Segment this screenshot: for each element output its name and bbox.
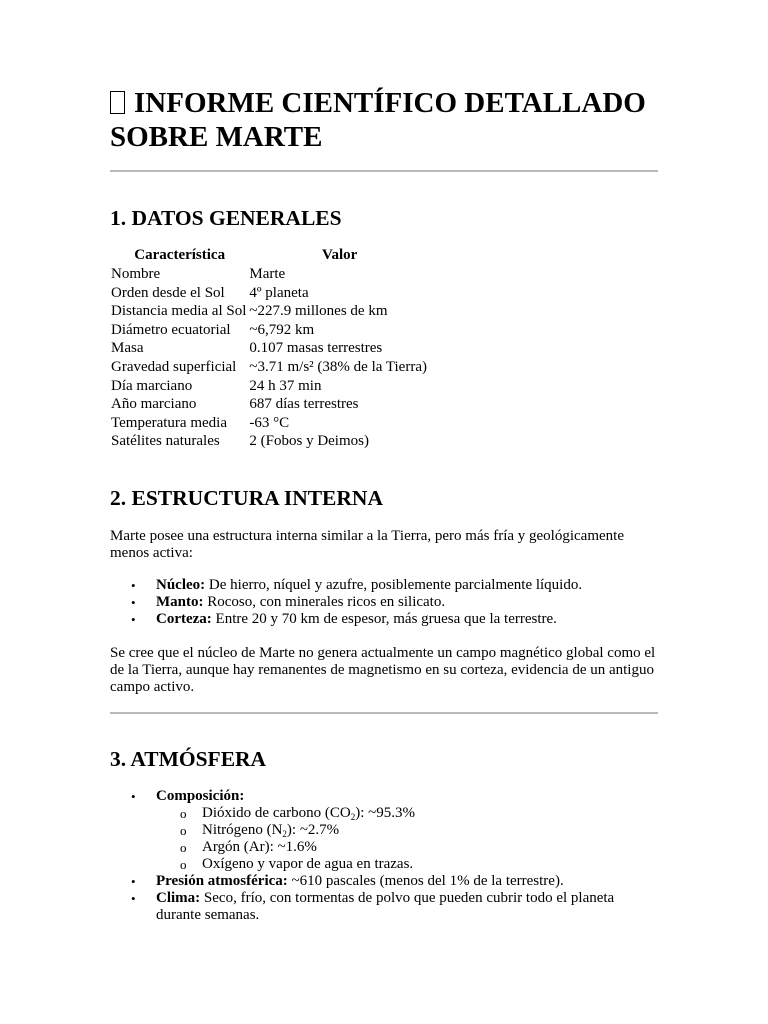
- table-cell-characteristic: Año marciano: [111, 396, 197, 413]
- table-cell-value: ~6,792 km: [249, 321, 315, 338]
- structure-list: [110, 577, 650, 628]
- table-cell-characteristic: Día marciano: [111, 377, 193, 394]
- bullet-marker: •: [131, 612, 136, 627]
- sub-bullet-marker: o: [180, 857, 187, 872]
- table-cell-characteristic: Satélites naturales: [111, 433, 220, 450]
- unknown-glyph-icon: [110, 91, 125, 114]
- paragraph-structure-intro: Marte posee una estructura interna similar a la Tierra, pero más fría y geológicamente menos activa:: [110, 528, 624, 561]
- sub-list-item: [156, 822, 650, 839]
- page-title: [110, 86, 670, 154]
- list-item: [110, 577, 650, 594]
- table-cell-value: ~227.9 millones de km: [249, 303, 388, 320]
- list-item-text: Entre 20 y 70 km de espesor, más gruesa que la terrestre.: [211, 611, 557, 627]
- table-cell-characteristic: Masa: [111, 340, 144, 357]
- horizontal-rule: [110, 712, 658, 714]
- table-cell-value: ~3.71 m/s² (38% de la Tierra): [249, 358, 427, 375]
- list-item-label: Manto:: [156, 594, 204, 610]
- table-cell-characteristic: Orden desde el Sol: [111, 284, 225, 301]
- table-row: [109, 395, 429, 414]
- table-cell-value: Marte: [249, 266, 286, 282]
- list-item-label: Composición:: [156, 788, 245, 804]
- section-heading-estructura-interna: 2. ESTRUCTURA INTERNA: [110, 486, 383, 510]
- list-item-pressure: [110, 873, 650, 890]
- table-cell-characteristic: Gravedad superficial: [111, 358, 237, 375]
- bullet-marker: •: [131, 595, 136, 610]
- table-row: [109, 339, 429, 358]
- sub-list-text: Argón (Ar): ~1.6%: [202, 839, 317, 855]
- sub-bullet-marker: o: [180, 806, 187, 821]
- list-item: [110, 594, 650, 611]
- sub-bullet-marker: o: [180, 840, 187, 855]
- bullet-marker: •: [131, 789, 136, 804]
- subscript: 2: [282, 829, 287, 839]
- list-item-label: Presión atmosférica:: [156, 873, 288, 889]
- table-cell-value: 2 (Fobos y Deimos): [249, 433, 369, 450]
- table-cell-value: 687 días terrestres: [249, 396, 359, 413]
- sub-list-item: [156, 856, 650, 873]
- list-item-climate: [110, 890, 650, 924]
- general-data-table: [109, 246, 429, 451]
- horizontal-rule: [110, 170, 658, 172]
- composition-sublist: [156, 805, 650, 873]
- list-item-text: De hierro, níquel y azufre, posiblemente parcialmente líquido.: [205, 577, 583, 593]
- table-row: [109, 414, 429, 433]
- bullet-marker: •: [131, 891, 136, 906]
- list-item: [110, 611, 650, 628]
- sub-list-text: ): ~95.3%: [355, 805, 415, 821]
- table-row: [109, 265, 429, 284]
- list-item-text: ~610 pascales (menos del 1% de la terrestre).: [287, 873, 564, 889]
- atmosphere-list: [110, 788, 650, 924]
- table-cell-characteristic: Nombre: [111, 266, 161, 282]
- table-header-row: [109, 246, 429, 265]
- table-row: [109, 321, 429, 340]
- page-title-text: INFORME CIENTÍFICO DETALLADO SOBRE MARTE: [110, 87, 646, 153]
- list-item-label: Corteza:: [156, 611, 212, 627]
- section-heading-datos-generales: 1. DATOS GENERALES: [110, 206, 342, 230]
- table-cell-characteristic: Distancia media al Sol: [111, 303, 247, 320]
- list-item-text: Rocoso, con minerales ricos en silicato.: [203, 594, 446, 610]
- table-cell-characteristic: Diámetro ecuatorial: [111, 321, 231, 338]
- table-cell-characteristic: Temperatura media: [111, 414, 227, 431]
- table-header-caracteristica: Característica: [134, 247, 226, 263]
- subscript: 2: [350, 812, 356, 822]
- table-cell-value: 0.107 masas terrestres: [249, 340, 383, 357]
- paragraph-magnetism: Se cree que el núcleo de Marte no genera actualmente un campo magnético global como el de la Tierra, aunque hay remanentes de magnetismo en su corteza, evidencia de un antiguo campo activo.: [110, 645, 656, 695]
- sub-list-text: Nitrógeno (N: [202, 822, 283, 838]
- table-cell-value: 24 h 37 min: [249, 377, 322, 394]
- sub-list-text: ): ~2.7%: [286, 822, 340, 838]
- table-row: [109, 358, 429, 377]
- table-header-valor: Valor: [322, 247, 358, 263]
- table-cell-value: -63 °C: [249, 414, 290, 431]
- bullet-marker: •: [131, 874, 136, 889]
- table-row: [109, 302, 429, 321]
- sub-list-text: Dióxido de carbono (CO: [202, 805, 351, 821]
- list-item-label: Clima:: [156, 890, 201, 906]
- sub-list-text: Oxígeno y vapor de agua en trazas.: [202, 856, 414, 872]
- table-row: [109, 284, 429, 303]
- sub-list-item: [156, 805, 650, 822]
- section-heading-atmosfera: 3. ATMÓSFERA: [110, 747, 267, 771]
- list-item-text: Seco, frío, con tormentas de polvo que pueden cubrir todo el planeta durante semanas.: [156, 890, 615, 923]
- list-item-composition: [110, 788, 650, 873]
- bullet-marker: •: [131, 578, 136, 593]
- table-row: [109, 377, 429, 396]
- sub-bullet-marker: o: [180, 823, 187, 838]
- list-item-label: Núcleo:: [156, 577, 206, 593]
- table-row: [109, 432, 429, 451]
- table-cell-value: 4º planeta: [249, 284, 309, 301]
- sub-list-item: [156, 839, 650, 856]
